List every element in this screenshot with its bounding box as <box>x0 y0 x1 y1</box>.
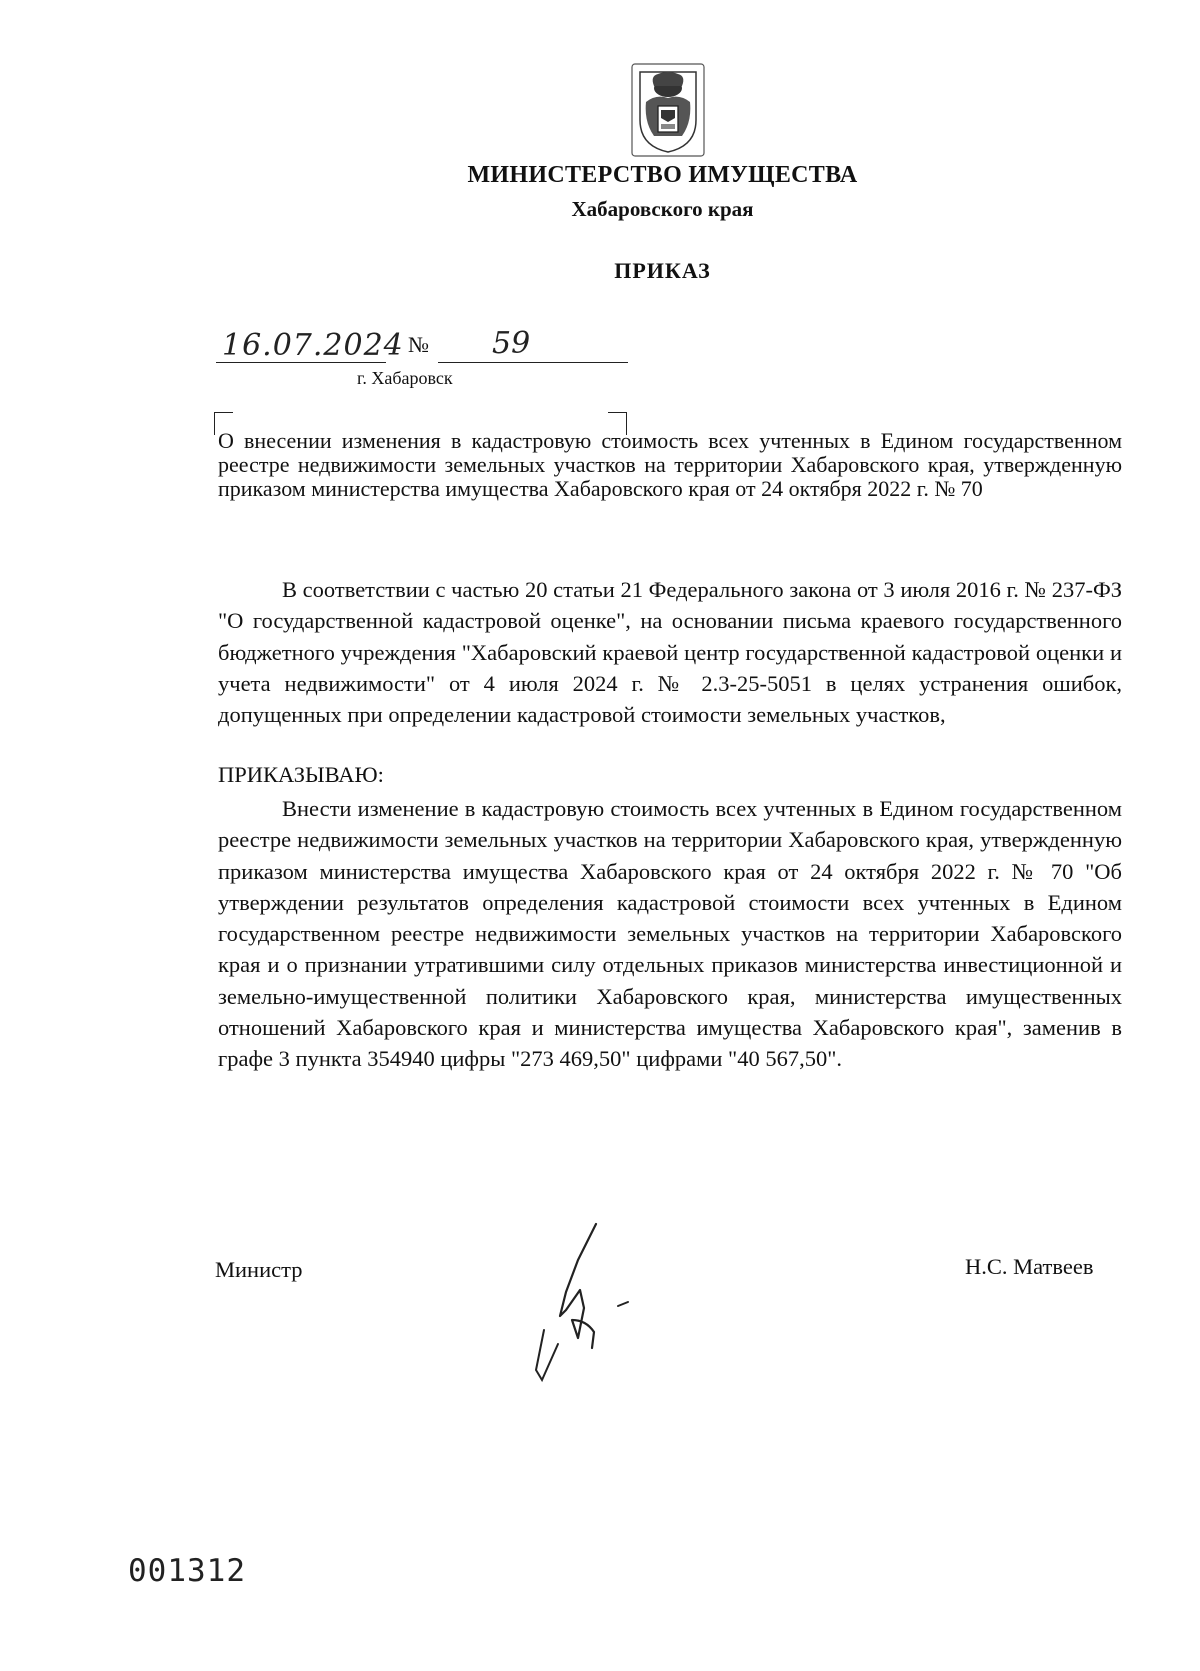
directive-paragraph: Внести изменение в кадастровую стоимость всех учтенных в Едином государственном реестре недвижимости земельных участков на территории Хабаровского края, утвержденную приказом министерства имущества Хабаровского края от 24 октября 2022 г. № 70 "Об утверждении результатов определения кадастровой стоимости всех учтенных в Едином государственном реестре недвижимости земельных участков на территории Хабаровского края и о признании утратившими силу отдельных приказов министерства инвестиционной и земельно-имущественной политики Хабаровского края, министерства имущественных отношений Хабаровского края и министерства имущества Хабаровского края", заменив в графе 3 пункта 354940 цифры "273 469,50" цифрами "40 567,50". <box>218 796 1122 1072</box>
registration-number: 001312 <box>128 1553 246 1589</box>
order-directive-word: ПРИКАЗЫВАЮ: <box>218 762 384 787</box>
document-type-heading: ПРИКАЗ <box>614 258 711 283</box>
coat-of-arms-emblem <box>628 62 708 158</box>
signatory-name: Н.С. Матвеев <box>965 1254 1094 1279</box>
preamble-paragraph: В соответствии с частью 20 статьи 21 Федерального закона от 3 июля 2016 г. № 237-ФЗ "О государственной кадастровой оценке", на основании письма краевого государственного бюджетного учреждения "Хабаровский краевой центр государственной кадастровой оценки и учета недвижимости" от 4 июля 2024 г. № 2.3-25-5051 в целях устранения ошибок, допущенных при определении кадастровой стоимости земельных участков, <box>218 577 1122 728</box>
region-subtitle: Хабаровского края <box>571 197 754 221</box>
order-date: 16.07.2024 <box>222 328 404 363</box>
handwritten-signature <box>522 1220 672 1390</box>
order-subject: О внесении изменения в кадастровую стоимость всех учтенных в Едином государственном реестре недвижимости земельных участков на территории Хабаровского края, утвержденную приказом министерства имущества Хабаровского края от 24 октября 2022 г. № 70 <box>218 428 1122 501</box>
order-number: 59 <box>492 326 531 361</box>
ministry-title: МИНИСТЕРСТВО ИМУЩЕСТВА <box>467 162 858 188</box>
issue-city: г. Хабаровск <box>357 368 453 388</box>
number-sign: № <box>408 332 429 357</box>
number-underline <box>438 330 628 363</box>
signatory-position: Министр <box>215 1257 303 1282</box>
